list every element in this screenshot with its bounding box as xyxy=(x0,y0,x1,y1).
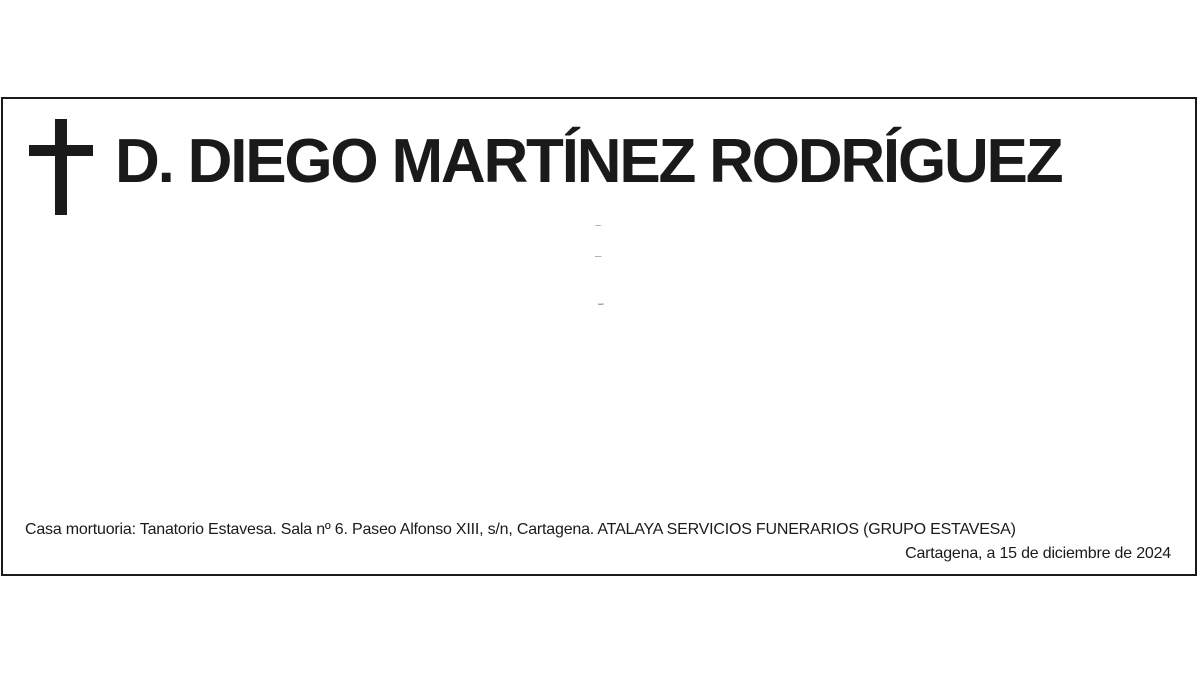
death-announcement-line-2 xyxy=(3,243,1199,271)
obituary-notice xyxy=(1,97,1197,576)
funeral-request-line-1 xyxy=(3,428,1199,455)
death-announcement-line-1 xyxy=(3,212,1199,240)
family-line-2 xyxy=(3,358,1199,385)
family-line-3 xyxy=(3,387,1199,414)
funeral-request-line-3 xyxy=(3,482,1199,509)
funeral-home-info: Casa mortuoria: Tanatorio Estavesa. Sala nº 6. Paseo Alfonso XIII, s/n, Cartagena. ATALAYA SERVICIOS FUNERARIOS (GRUPO ESTAVESA) xyxy=(25,521,1016,538)
dep-heading: D.E.P. xyxy=(598,304,604,306)
place-and-date: Cartagena, a 15 de diciembre de 2024 xyxy=(905,545,1171,562)
funeral-request-line-2 xyxy=(3,455,1199,482)
latin-cross-icon xyxy=(29,119,93,215)
deceased-name: D. DIEGO MARTÍNEZ RODRÍGUEZ xyxy=(115,127,1062,196)
family-line-1 xyxy=(3,329,1199,356)
